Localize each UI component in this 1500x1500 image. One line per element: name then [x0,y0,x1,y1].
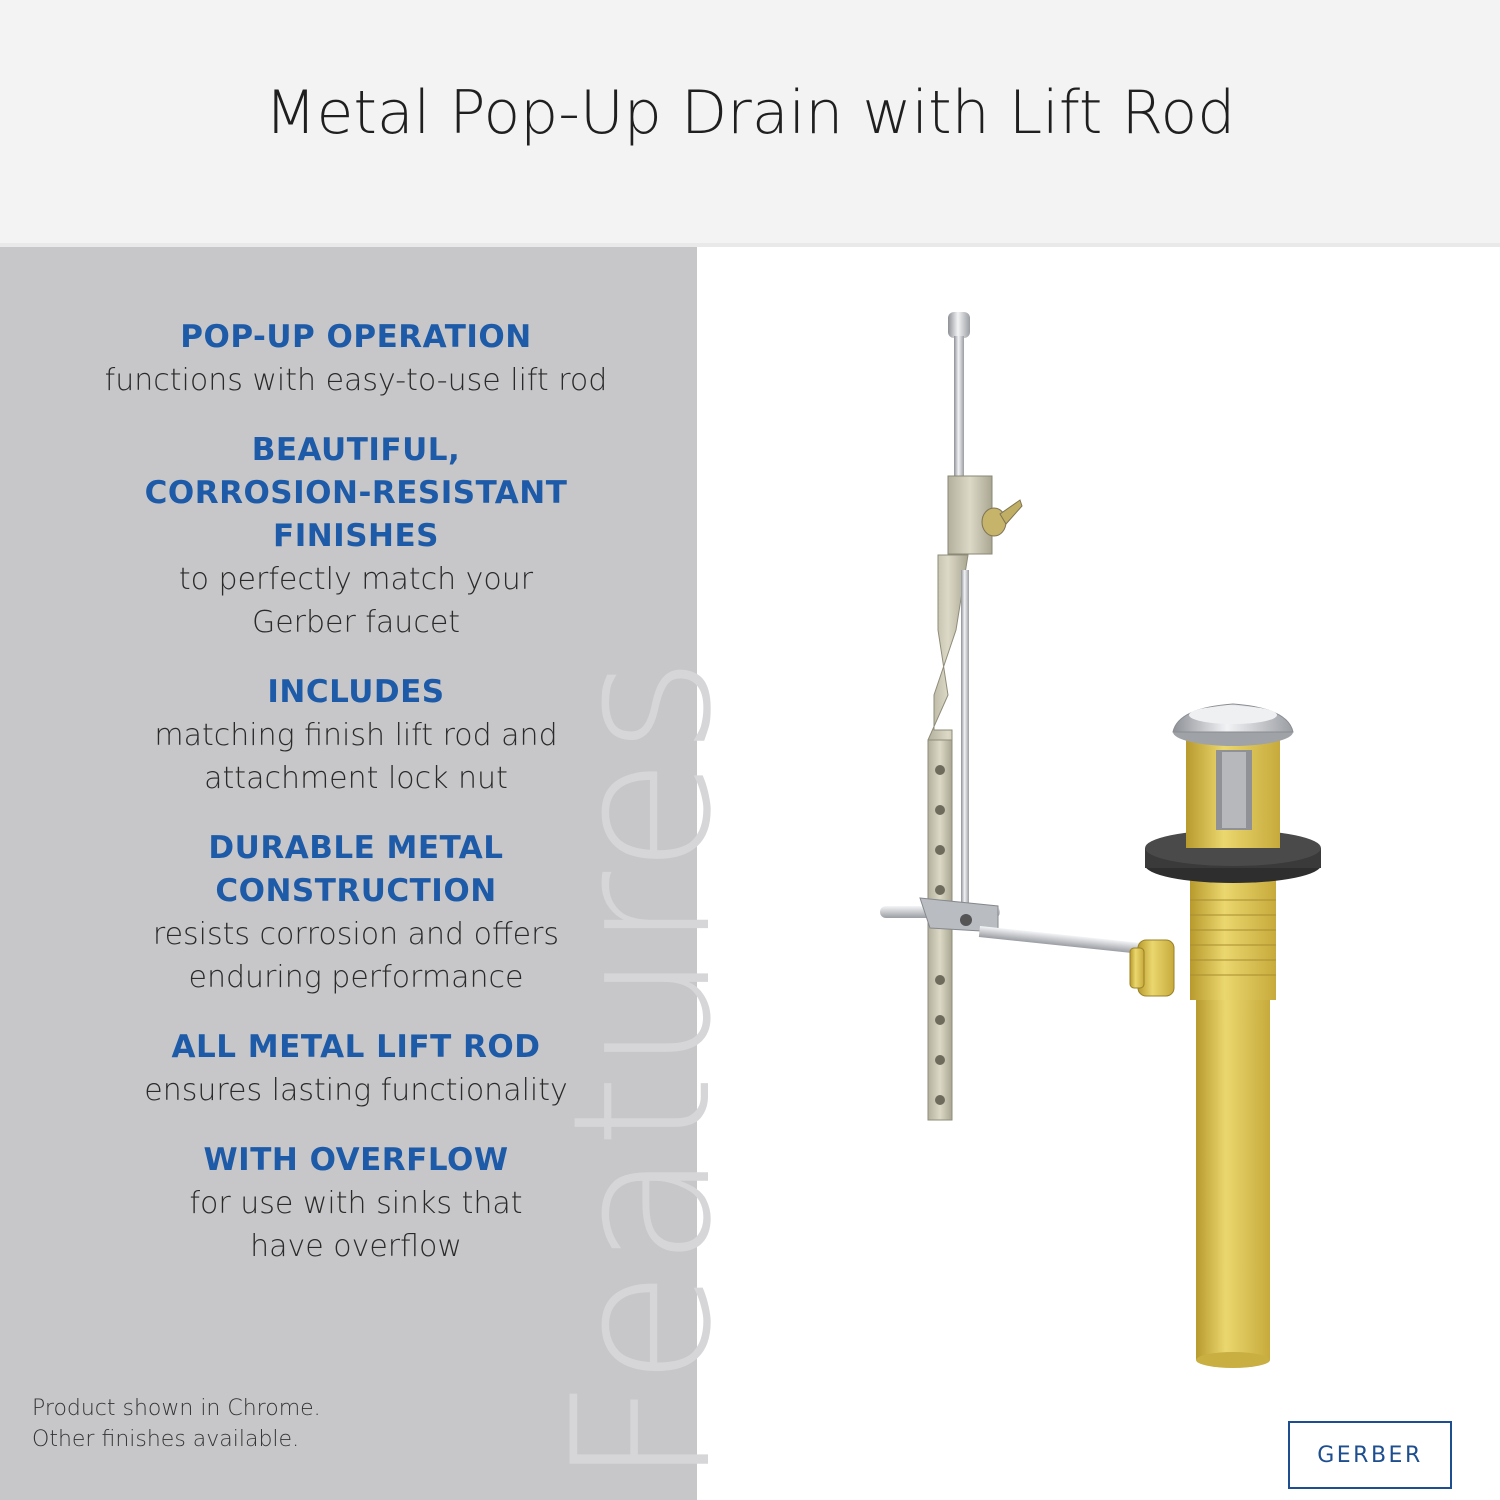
feature-description: to perfectly match your Gerber faucet [178,562,534,640]
feature-item [20,1139,692,1268]
logo-text: GERBER [1317,1442,1423,1468]
drain-product-illustration [860,300,1400,1390]
features-list [20,316,692,1295]
feature-item [20,827,692,999]
header-banner [0,0,1500,243]
finish-footnote [32,1393,321,1455]
feature-item [20,671,692,800]
feature-description: resists corrosion and offers enduring performance [152,917,560,995]
feature-heading: BEAUTIFUL, CORROSION-RESISTANT FINISHES [144,432,568,554]
footnote-line: Other finishes available. [32,1427,300,1452]
feature-heading: POP-UP OPERATION [180,319,532,355]
drain-body [1130,704,1321,1368]
feature-heading: DURABLE METAL CONSTRUCTION [208,830,504,909]
strap-clamp [948,476,1022,554]
footnote-line: Product shown in Chrome. [32,1396,321,1421]
gerber-logo [1288,1421,1452,1489]
feature-item [20,1026,692,1112]
feature-item [20,429,692,644]
feature-description: for use with sinks that have overflow [189,1186,523,1264]
feature-heading: ALL METAL LIFT ROD [171,1029,541,1065]
feature-description: functions with easy-to-use lift rod [104,363,608,398]
feature-description: matching finish lift rod and attachment lock nut [154,718,558,796]
guide-rod [961,570,969,930]
feature-description: ensures lasting functionality [144,1073,568,1108]
feature-heading: INCLUDES [267,674,445,710]
feature-heading: WITH OVERFLOW [203,1142,509,1178]
features-watermark: Features [532,654,753,1487]
page-title: Metal Pop-Up Drain with Lift Rod [264,77,1236,148]
feature-item [20,316,692,402]
pivot-rod [880,898,1149,955]
